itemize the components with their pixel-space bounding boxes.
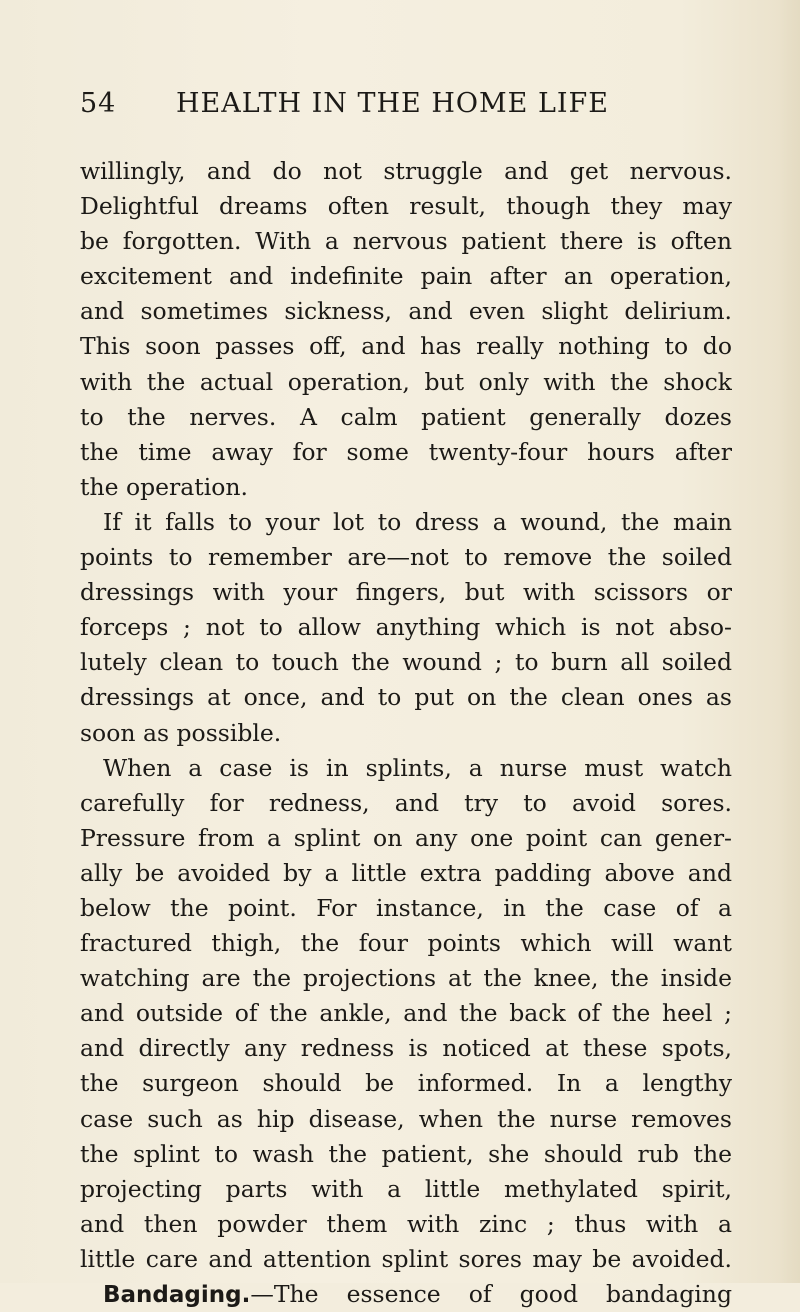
text-line: the surgeon should be informed. In a lengthy (80, 1069, 732, 1098)
text-line: and then powder them with zinc ; thus with a (80, 1209, 732, 1238)
text-line: to the nerves. A calm patient generally dozes (80, 402, 732, 431)
text-line: willingly, and do not struggle and get nervous. (80, 157, 732, 185)
text-line: be forgotten. With a nervous patient there is often (80, 227, 732, 256)
text-line: case such as hip disease, when the nurse removes (80, 1104, 732, 1133)
text-line: little care and attention splint sores may be avoided. (80, 1244, 732, 1273)
page-edge-shading (778, 0, 800, 1283)
text-line: Delightful dreams often result, though they may (80, 192, 732, 221)
text-line: dressings at once, and to put on the clean ones as (80, 683, 732, 712)
text-line: and outside of the ankle, and the back of the heel ; (80, 999, 732, 1028)
text-line: the operation. (80, 472, 249, 501)
text-line: projecting parts with a little methylated spirit, (80, 1174, 732, 1203)
text-line: soon as possible. (80, 718, 282, 747)
text-line: and sometimes sickness, and even slight delirium. (80, 297, 732, 326)
text-line-tail: —The essence of good bandaging (250, 1280, 732, 1308)
text-line: forceps ; not to allow anything which is not abso- (80, 613, 732, 642)
text-line: with the actual operation, but only with the shock (80, 367, 732, 396)
page-number: 54 (80, 88, 117, 119)
text-line: This soon passes off, and has really nothing to do (80, 332, 732, 361)
text-line: If it falls to your lot to dress a wound, the main (103, 507, 732, 536)
body-text (80, 154, 732, 1312)
text-line: the time away for some twenty-four hours after (80, 437, 732, 466)
text-line: When a case is in splints, a nurse must watch (103, 753, 732, 782)
text-line: the splint to wash the patient, she should rub the (80, 1139, 732, 1168)
text-line: lutely clean to touch the wound ; to burn all soiled (80, 648, 732, 677)
running-head (80, 88, 730, 128)
text-line: and directly any redness is noticed at these spots, (80, 1034, 732, 1063)
text-line: Pressure from a splint on any one point can gener- (80, 823, 732, 852)
text-line: points to remember are—not to remove the soiled (80, 543, 732, 572)
text-line: fractured thigh, the four points which will want (80, 929, 732, 958)
text-line: watching are the projections at the knee, the inside (80, 964, 732, 993)
text-line: dressings with your fingers, but with scissors or (80, 578, 732, 607)
running-title: HEALTH IN THE HOME LIFE (176, 88, 609, 119)
text-line-bandaging (80, 1277, 732, 1312)
text-line: excitement and indefinite pain after an operation, (80, 262, 732, 291)
text-line: ally be avoided by a little extra padding above and (80, 858, 732, 887)
section-heading-bandaging: Bandaging. (103, 1282, 251, 1308)
text-line: below the point. For instance, in the case of a (80, 893, 732, 922)
text-line: carefully for redness, and try to avoid sores. (80, 788, 732, 817)
